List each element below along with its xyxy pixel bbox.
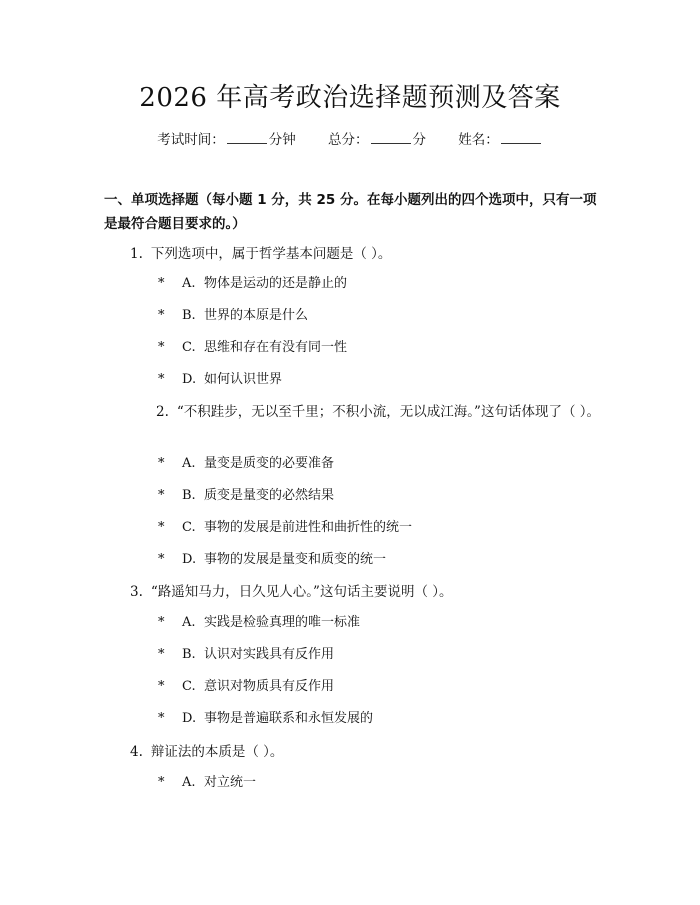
option-letter: D.	[182, 711, 197, 726]
option-text: 事物是普遍联系和永恒发展的	[204, 711, 374, 726]
option-2c	[158, 518, 412, 538]
option-text: 量变是质变的必要准备	[204, 456, 335, 471]
page-title: 2026 年高考政治选择题预测及答案	[139, 83, 561, 113]
section-heading: 一、单项选择题（每小题 1 分，共 25 分。在每小题列出的四个选项中，只有一项是最符合题目要求的。）	[104, 192, 597, 232]
bullet: *	[158, 775, 165, 790]
option-text: 思维和存在有没有同一性	[204, 340, 348, 355]
option-1d	[158, 370, 282, 390]
option-1a	[158, 274, 347, 294]
question-number: 4.	[130, 744, 143, 760]
question-4	[130, 740, 610, 764]
bullet: *	[158, 615, 165, 630]
bullet: *	[158, 647, 165, 662]
option-letter: D.	[182, 372, 197, 387]
option-letter: A.	[182, 276, 196, 291]
question-stem: “不积跬步，无以至千里；不积小流，无以成江海。”这句话体现了（ ）。	[176, 404, 600, 420]
student-name-blank	[501, 130, 541, 144]
option-letter: C.	[182, 679, 196, 694]
student-name-field	[458, 130, 543, 150]
option-letter: D.	[182, 552, 197, 567]
option-text: 意识对物质具有反作用	[204, 679, 335, 694]
exam-info-line	[0, 130, 700, 150]
option-2d	[158, 550, 386, 570]
bullet: *	[158, 456, 165, 471]
option-text: 事物的发展是前进性和曲折性的统一	[204, 520, 413, 535]
exam-time-blank	[227, 130, 267, 144]
student-name-label: 姓名：	[458, 132, 499, 148]
bullet: *	[158, 488, 165, 503]
option-letter: A.	[182, 775, 196, 790]
question-number: 3.	[130, 584, 143, 600]
option-text: 世界的本原是什么	[204, 308, 309, 323]
option-letter: A.	[182, 456, 196, 471]
option-letter: B.	[182, 488, 196, 503]
bullet: *	[158, 679, 165, 694]
option-1b	[158, 306, 308, 326]
option-letter: C.	[182, 520, 196, 535]
question-1	[130, 242, 610, 266]
bullet: *	[158, 276, 165, 291]
option-letter: A.	[182, 615, 196, 630]
bullet: *	[158, 340, 165, 355]
question-number: 1.	[130, 246, 143, 262]
bullet: *	[158, 520, 165, 535]
total-score-label: 总分：	[328, 132, 369, 148]
option-2a	[158, 454, 334, 474]
option-3a	[158, 613, 360, 633]
option-text: 对立统一	[204, 775, 257, 790]
exam-time-field	[157, 130, 296, 150]
option-letter: C.	[182, 340, 196, 355]
option-text: 物体是运动的还是静止的	[204, 276, 348, 291]
option-2b	[158, 486, 334, 506]
option-letter: B.	[182, 647, 196, 662]
total-score-unit: 分	[412, 132, 426, 148]
option-1c	[158, 338, 347, 358]
option-3b	[158, 645, 334, 665]
total-score-blank	[371, 130, 411, 144]
question-stem: 辩证法的本质是（ ）。	[150, 744, 284, 760]
option-letter: B.	[182, 308, 196, 323]
question-stem: 下列选项中，属于哲学基本问题是（ ）。	[150, 246, 392, 262]
bullet: *	[158, 308, 165, 323]
bullet: *	[158, 372, 165, 387]
question-3	[130, 580, 610, 604]
option-3c	[158, 677, 334, 697]
option-4a	[158, 773, 256, 793]
question-number: 2.	[156, 404, 169, 420]
total-score-field	[328, 130, 426, 150]
exam-time-label: 考试时间：	[157, 132, 225, 148]
option-text: 质变是量变的必然结果	[204, 488, 335, 503]
option-text: 实践是检验真理的唯一标准	[204, 615, 361, 630]
bullet: *	[158, 552, 165, 567]
option-text: 如何认识世界	[204, 372, 283, 387]
option-text: 事物的发展是量变和质变的统一	[204, 552, 387, 567]
bullet: *	[158, 711, 165, 726]
option-3d	[158, 709, 373, 729]
question-2	[104, 400, 600, 424]
question-stem: “路遥知马力，日久见人心。”这句话主要说明（ ）。	[150, 584, 453, 600]
exam-time-unit: 分钟	[268, 132, 296, 148]
option-text: 认识对实践具有反作用	[204, 647, 335, 662]
